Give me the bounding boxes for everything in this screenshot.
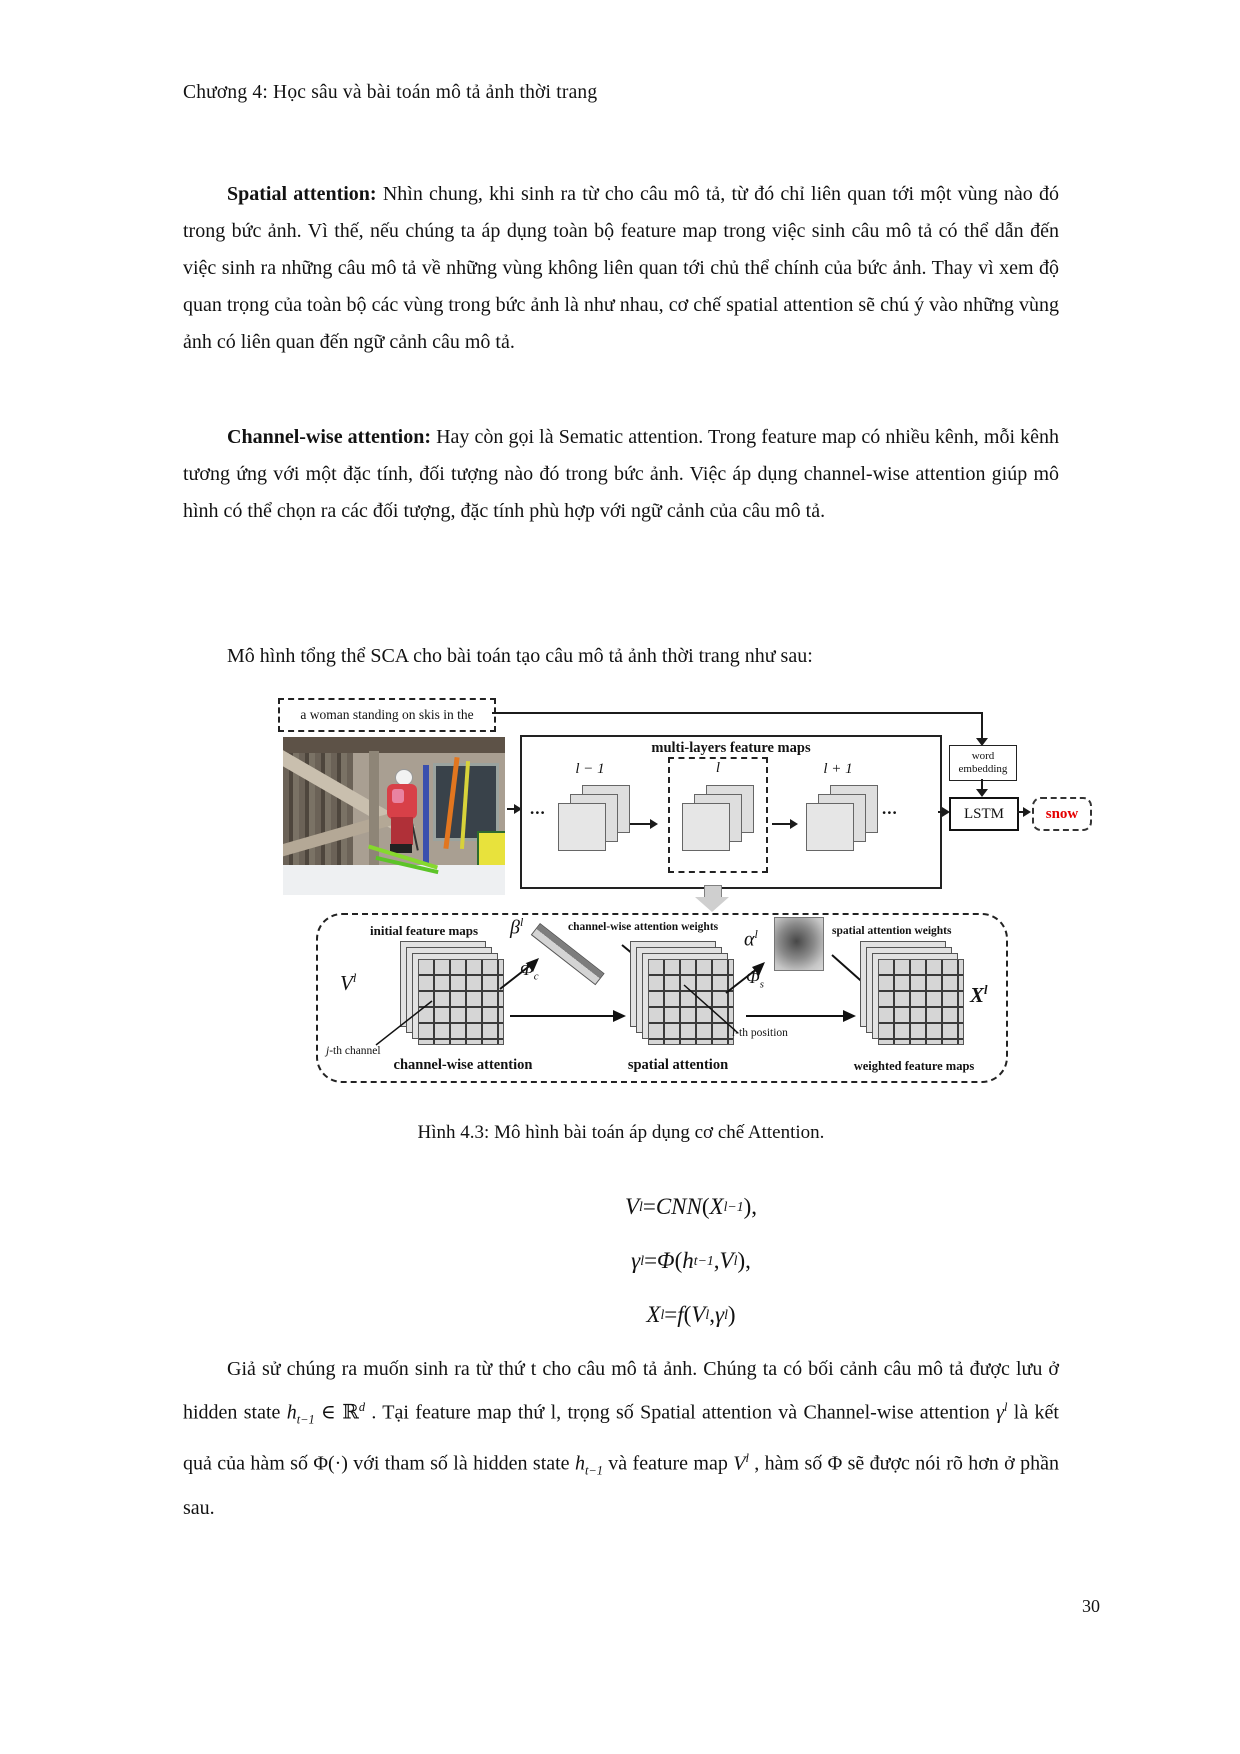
v-symbol (340, 971, 356, 996)
arrow-right-icon (1023, 807, 1031, 817)
sheet (682, 803, 730, 851)
arrow-stack-line-2 (772, 823, 792, 825)
arrow-right-icon (790, 819, 798, 829)
equation-2: γ l = Φ ( h t−1 , V l ), (631, 1248, 751, 1273)
layer-next-label: l + 1 (823, 761, 853, 777)
lstm-box (949, 797, 1019, 831)
arrow-right-icon (650, 819, 658, 829)
photo-post (369, 751, 379, 873)
j-channel-label: j-th channel (326, 1045, 381, 1057)
photo-snow (283, 865, 505, 895)
photo-blue-pole (423, 765, 429, 867)
output-word-box (1032, 797, 1092, 831)
phi-c-sub: c (533, 970, 539, 983)
paragraph-intro (183, 638, 1059, 675)
photo-pants (391, 817, 413, 845)
paragraph-lead-channel: Channel-wise attention: (227, 426, 431, 448)
alpha-letter: α (744, 928, 755, 951)
sheet (558, 803, 606, 851)
equation-1: V l = CNN ( X l−1 ), (624, 1194, 758, 1219)
v-letter: V (340, 971, 353, 995)
word-embedding-box (949, 745, 1017, 781)
spatial-caption: spatial attention (627, 1057, 729, 1073)
weighted-caption: weighted feature maps (853, 1059, 975, 1073)
current-layer-dashed-box (668, 757, 768, 873)
beta-letter: β (510, 916, 520, 939)
lstm-label: LSTM (963, 805, 1004, 822)
paragraph-lead-spatial: Spatial attention: (227, 183, 377, 205)
phi-letter: Φ (746, 967, 760, 987)
x-symbol (970, 983, 988, 1008)
spatial-weights-map (774, 917, 824, 971)
multi-layers-title: multi-layers feature maps (651, 740, 811, 756)
generated-sentence-box (278, 698, 496, 732)
multi-layers-box (520, 735, 942, 889)
arrow-cw-icon (510, 1009, 628, 1023)
hollow-arrow-head (695, 897, 729, 912)
x-letter: X (970, 983, 985, 1007)
ellipsis-left: ... (530, 799, 546, 818)
x-sup: l (984, 983, 988, 997)
paragraph-spatial-attention (183, 176, 1059, 361)
initial-maps-label: initial feature maps (370, 923, 479, 938)
arrow-stack-line-1 (630, 823, 652, 825)
arrow-down-icon (976, 789, 988, 797)
paragraph-body-channel: Hay còn gọi là Sematic attention. Trong feature map có nhiều kênh, mỗi kênh tương ứng với một đặc tính, đối tượng nào đó trong bức ảnh. Việc áp dụng channel-wise attention giúp mô hình có thể chọn ra các đối tượng, đặc tính phù hợp với ngữ cảnh của câu mô tả. (183, 426, 1059, 522)
phi-s-sub: s (759, 978, 764, 991)
equation-3: X l = f ( V l , γ l ) (646, 1302, 736, 1327)
phi-c-symbol (520, 959, 539, 983)
paragraph-derivation: Giả sử chúng ra muốn sinh ra từ thứ t cho câu mô tả ảnh. Chúng ta có bối cảnh câu mô tả được lưu ở hidden state $h_{t-1}$ ∈ ℝ$^d$ . Tại feature map thứ l, trọng số Spatial attention và Channel-wise attention $\gamma^l$ là kết quả của hàm số Φ(·) với tham số là hidden state $h_{t-1}$ và feature map $V^l$ , hàm số Φ sẽ được nói rõ hơn ở phần sau. (183, 1358, 1059, 1520)
equations-block (183, 1180, 1059, 1342)
ellipsis-right: ... (882, 799, 898, 818)
v-sup: l (352, 971, 357, 985)
j-channel-pointer-line (368, 997, 438, 1049)
output-word: snow (1045, 805, 1079, 822)
intro-text: Mô hình tổng thể SCA cho bài toán tạo câu mô tả ảnh thời trang như sau: (227, 645, 813, 667)
layer-current-label: l (715, 760, 721, 776)
feature-stack-current (682, 785, 754, 851)
feature-stack-prev (558, 785, 630, 851)
beta-symbol (510, 915, 523, 940)
page-header: Chương 4: Học sâu và bài toán mô tả ảnh thời trang (183, 82, 598, 103)
page-number: 30 (1082, 1596, 1100, 1616)
figure-caption: Hình 4.3: Mô hình bài toán áp dụng cơ chế Attention. (417, 1122, 825, 1143)
arrow-sp-icon (746, 1009, 858, 1023)
layer-prev-label: l − 1 (575, 761, 605, 777)
generated-sentence-text: a woman standing on skis in the (300, 707, 474, 722)
word-embedding-line2: embedding (958, 763, 1008, 775)
paragraph-channel-attention (183, 419, 1059, 530)
beta-sup: l (519, 915, 524, 929)
i-position-label: i-th position (732, 1027, 788, 1039)
word-embedding-line1: word (971, 749, 995, 762)
attention-dashed-container (316, 913, 1008, 1083)
connector-line-vertical (981, 712, 983, 739)
phi-letter: Φ (520, 959, 534, 979)
channel-weights-label: channel-wise attention weights (568, 921, 719, 933)
skier-photo (283, 737, 505, 895)
weighted-feature-stack (860, 941, 962, 1043)
alpha-sup: l (754, 927, 758, 941)
alpha-symbol (744, 927, 758, 952)
sheet (806, 803, 854, 851)
feature-stack-next (806, 785, 878, 851)
photo-roof (283, 737, 505, 753)
grid-sheet (878, 959, 964, 1045)
figure-sca-model (183, 695, 1093, 1085)
paragraph-body-spatial: Nhìn chung, khi sinh ra từ cho câu mô tả, từ đó chỉ liên quan tới một vùng nào đó trong bức ảnh. Vì thế, nếu chúng ta áp dụng toàn bộ feature map trong việc sinh câu mô tả có thể dẫn đến việc sinh ra những câu mô tả về những vùng không liên quan tới chủ thể chính của bức ảnh. Thay vì xem độ quan trọng của toàn bộ các vùng trong bức ảnh là như nhau, cơ chế spatial attention sẽ chú ý vào những vùng ảnh có liên quan đến ngữ cảnh câu mô tả. (183, 183, 1059, 353)
channel-wise-caption: channel-wise attention (393, 1057, 533, 1073)
connector-line-horizontal (492, 712, 983, 714)
phi-s-symbol (746, 967, 764, 991)
spatial-weights-label: spatial attention weights (832, 925, 952, 937)
photo-jacket-patch (392, 789, 404, 803)
